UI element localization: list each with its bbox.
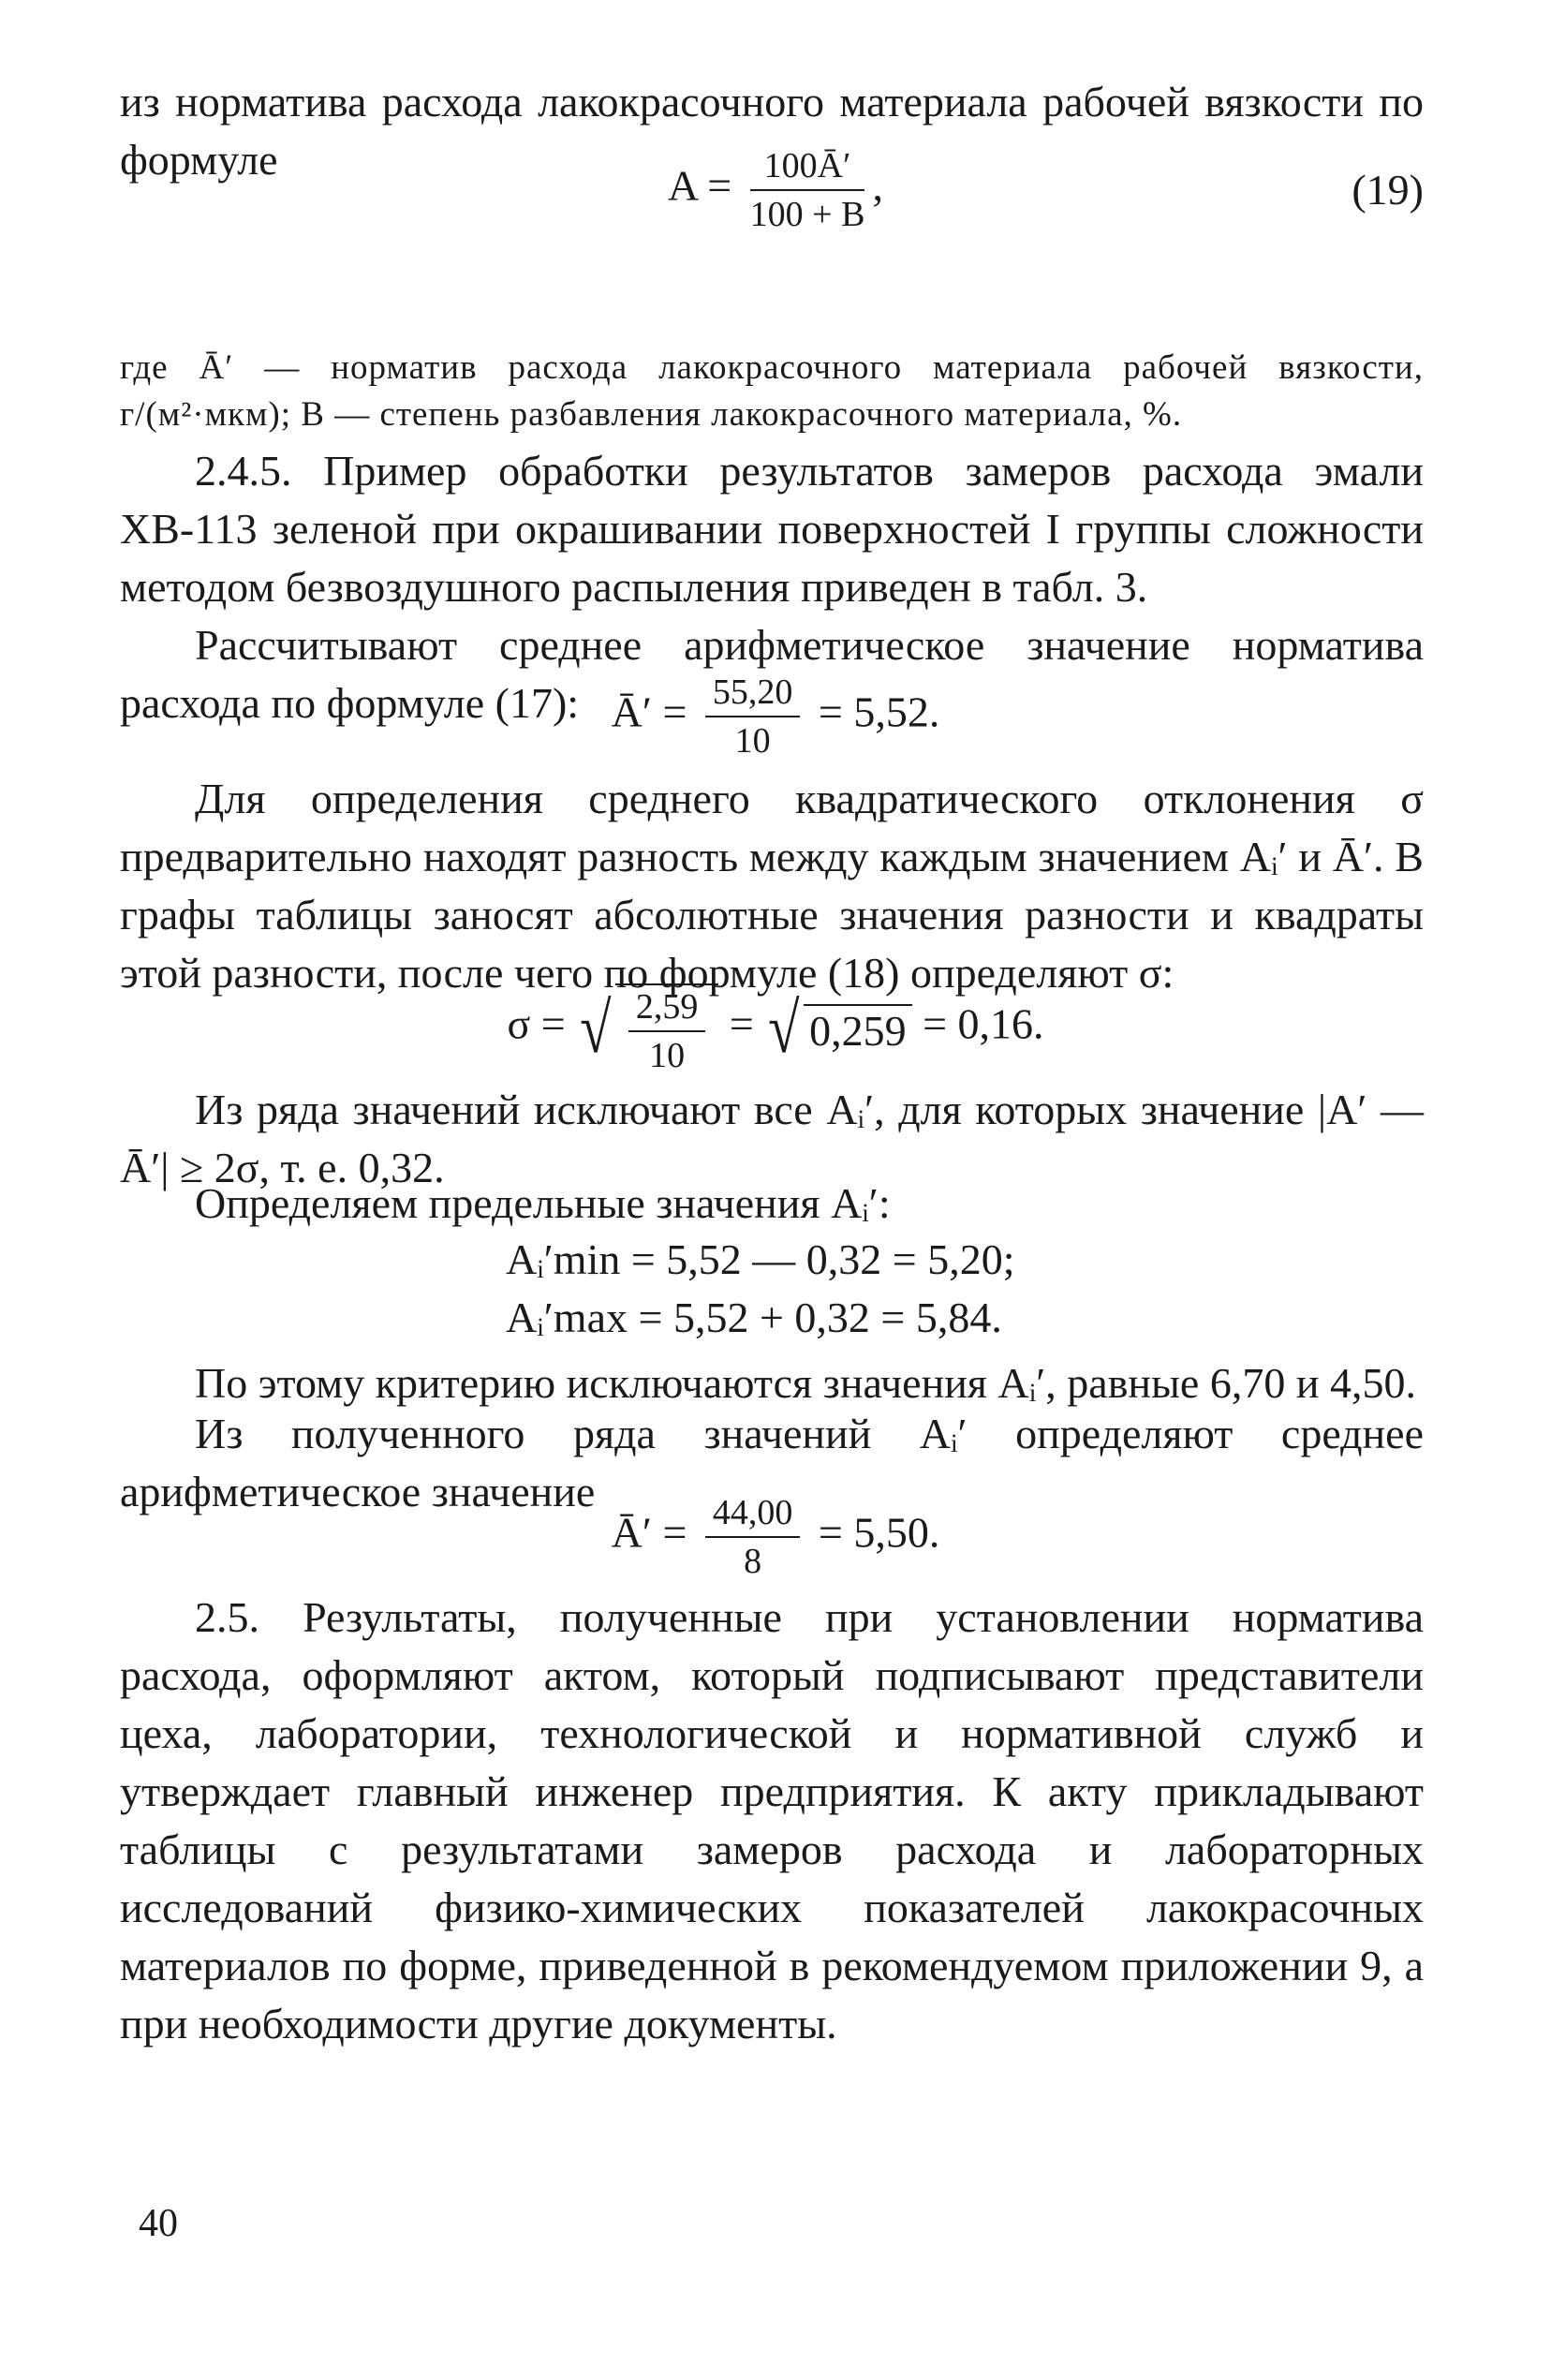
formula-sigma-equals: = [729,999,754,1048]
paragraph-2-4-5: 2.4.5. Пример обработки результатов замеров расхода эмали ХВ-113 зеленой при окрашивании поверхностей I группы сложности методом безвоздушного распыления приведен в табл. 3. [120,447,1424,611]
limit-max: Aᵢ′max = 5,52 + 0,32 = 5,84. [506,1293,1002,1341]
formula-sigma [0,983,1551,1073]
sqrt-sign: √ [580,989,612,1068]
formula-sigma-numerator: 2,59 [628,989,706,1032]
formula-mean-2-fraction [705,1495,801,1579]
formula-19-fraction [750,148,865,232]
paragraph-exclude: Из ряда значений исключают все Aᵢ′, для которых значение |A′ — Ā′| ≥ 2σ, т. е. 0,32. [120,1086,1424,1191]
paragraph-limits: Определяем предельные значения Aᵢ′: [195,1179,891,1227]
page-number: 40 [139,2202,178,2245]
paragraph-new-mean: Из полученного ряда значений Aᵢ′ определяют среднее арифметическое значение [120,1410,1424,1515]
formula-mean-1 [0,674,1551,759]
formula-mean-1-numerator: 55,20 [705,674,801,717]
formula-mean-2 [0,1495,1551,1579]
formula-19 [0,148,1551,232]
paragraph-2-5: 2.5. Результаты, полученные при установлении норматива расхода, оформляют актом, который подписывают представители цеха, лаборатории, технологической и нормативной служб и утверждает главный инженер предприятия. К акту прикладывают таблицы с результатами замеров расхода и лабораторных исследований физико-химических показателей лакокрасочных материалов по форме, приведенной в рекомендуемом приложении 9, а при необходимости другие документы. [120,1593,1424,2047]
formula-sigma-fraction [628,989,706,1073]
sqrt-sign-2: √ [768,989,800,1068]
limit-min: Aᵢ′min = 5,52 — 0,32 = 5,20; [506,1235,1015,1283]
formula-19-denominator: 100 + B [749,195,865,234]
formula-19-numerator: 100Ā′ [750,148,865,191]
formula-mean-1-result: = 5,52. [818,687,940,736]
paragraph-criterion: По этому критерию исключаются значения Aᵢ′, равные 6,70 и 4,50. [195,1359,1416,1407]
formula-mean-2-result: = 5,50. [818,1508,940,1557]
paragraph-mean: Рассчитывают среднее арифметическое значение норматива расхода по формуле (17): [120,621,1424,727]
formula-mean-1-denominator: 10 [734,721,771,761]
formula-19-lhs: A = [668,161,732,210]
equation-number: (19) [1352,166,1424,214]
formula-19-tail: , [872,161,883,210]
formula-sigma-lhs: σ = [507,999,566,1048]
paragraph-intro: из норматива расхода лакокрасочного материала рабочей вязкости по формуле [120,78,1424,184]
formula-mean-2-denominator: 8 [744,1542,762,1581]
formula-sigma-result: = 0,16. [923,999,1044,1048]
formula-mean-2-numerator: 44,00 [705,1495,801,1538]
formula-sigma-denominator: 10 [649,1036,686,1075]
radicand [615,983,719,1073]
formula-mean-2-lhs: Ā′ = [611,1508,687,1557]
formula-note: где Ā′ — норматив расхода лакокрасочного материала рабочей вязкости, г/(м²·мкм); B — степень разбавления лакокрасочного материала, %. [120,348,1424,434]
radicand-2: 0,259 [804,1004,912,1053]
paragraph-deviation: Для определения среднего квадратического отклонения σ предварительно находят разность между каждым значением Aᵢ′ и Ā′. В графы таблицы заносят абсолютные значения разности и квадраты этой разности, после чего по формуле (18) определяют σ: [120,775,1424,997]
formula-mean-1-fraction [705,674,801,759]
formula-mean-1-lhs: Ā′ = [611,687,687,736]
